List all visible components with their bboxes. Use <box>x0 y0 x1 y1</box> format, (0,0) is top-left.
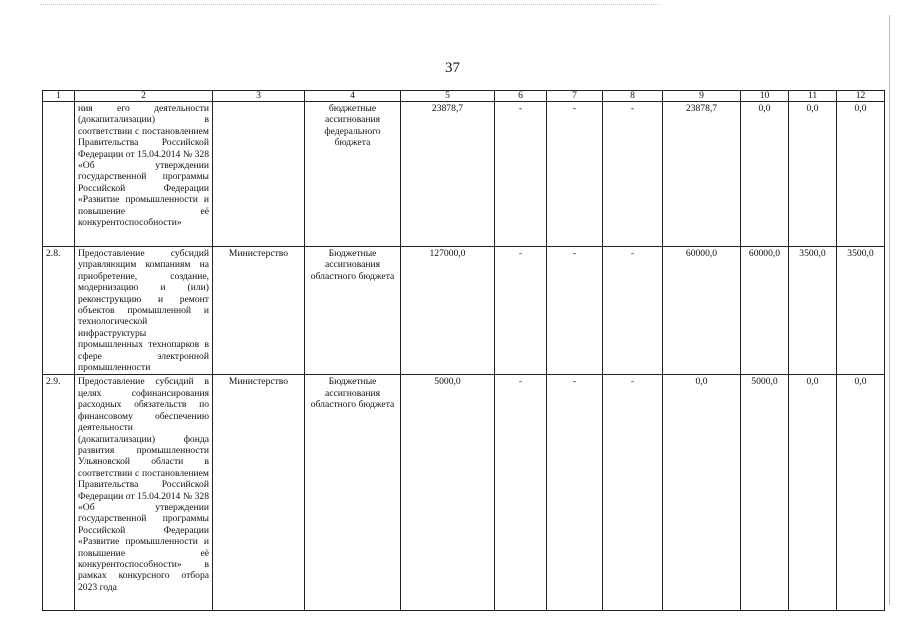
scan-edge-line <box>40 4 660 5</box>
measure-description: Предоставление субсидий в целях софинансирования расходных обязательств по финансовому обеспечению деятельности (докапитализации) фонда развития промышленности Ульяновской области в соответствии с постановлением Правительства Российской Федерации от 15.04.2014 № 328 «Об утверждении государственной программы Российской Федерации «Развитие промышленности и повышение её конкурентоспособности» в рамках конкурсного отбора 2023 года <box>75 375 213 611</box>
column-number: 9 <box>663 91 741 102</box>
row-number <box>43 102 75 247</box>
total-amount: 5000,0 <box>401 375 495 611</box>
year-amount: 0,0 <box>837 375 885 611</box>
column-number: 12 <box>837 91 885 102</box>
year-amount: 3500,0 <box>789 247 837 375</box>
column-number: 4 <box>305 91 401 102</box>
year-amount: - <box>495 247 547 375</box>
table-row <box>43 102 885 247</box>
year-amount: 23878,7 <box>663 102 741 247</box>
year-amount: 60000,0 <box>663 247 741 375</box>
year-amount: 0,0 <box>789 102 837 247</box>
funding-source: Бюджетные ассигнования областного бюджета <box>305 375 401 611</box>
year-amount: - <box>603 247 663 375</box>
column-number: 7 <box>547 91 603 102</box>
column-number: 11 <box>789 91 837 102</box>
year-amount: - <box>495 102 547 247</box>
year-amount: - <box>547 102 603 247</box>
page-number: 37 <box>445 60 460 76</box>
executor: Министерство <box>213 247 305 375</box>
column-number: 10 <box>741 91 789 102</box>
executor: Министерство <box>213 375 305 611</box>
table-row <box>43 247 885 375</box>
column-number: 8 <box>603 91 663 102</box>
total-amount: 23878,7 <box>401 102 495 247</box>
page-margin-line <box>889 15 890 605</box>
executor <box>213 102 305 247</box>
year-amount: 3500,0 <box>837 247 885 375</box>
year-amount: 0,0 <box>837 102 885 247</box>
column-number: 2 <box>75 91 213 102</box>
year-amount: - <box>547 247 603 375</box>
year-amount: 5000,0 <box>741 375 789 611</box>
column-number: 3 <box>213 91 305 102</box>
total-amount: 127000,0 <box>401 247 495 375</box>
year-amount: 0,0 <box>741 102 789 247</box>
table-row <box>43 375 885 611</box>
year-amount: - <box>495 375 547 611</box>
year-amount: - <box>547 375 603 611</box>
measure-description: Предоставление субсидий управляющим компаниям на приобретение, создание, модернизацию и (или) реконструкцию и ремонт объектов промышленной и технологической инфраструктуры промышленных технопарков в сфере электронной промышленности <box>75 247 213 375</box>
column-number: 6 <box>495 91 547 102</box>
row-number: 2.9. <box>43 375 75 611</box>
year-amount: 0,0 <box>789 375 837 611</box>
funding-source: Бюджетные ассигнования областного бюджета <box>305 247 401 375</box>
column-number-row <box>43 91 885 102</box>
funding-source: бюджетные ассигнования федерального бюджета <box>305 102 401 247</box>
year-amount: - <box>603 102 663 247</box>
year-amount: 0,0 <box>663 375 741 611</box>
year-amount: - <box>603 375 663 611</box>
year-amount: 60000,0 <box>741 247 789 375</box>
column-number: 1 <box>43 91 75 102</box>
row-number: 2.8. <box>43 247 75 375</box>
measure-description: ния его деятельности (докапитализации) в соответствии с постановлением Правительства Российской Федерации от 15.04.2014 № 328 «Об утверждении государственной программы Российской Федерации «Развитие промышленности и повышение её конкурентоспособности» <box>75 102 213 247</box>
column-number: 5 <box>401 91 495 102</box>
budget-table <box>42 90 885 611</box>
